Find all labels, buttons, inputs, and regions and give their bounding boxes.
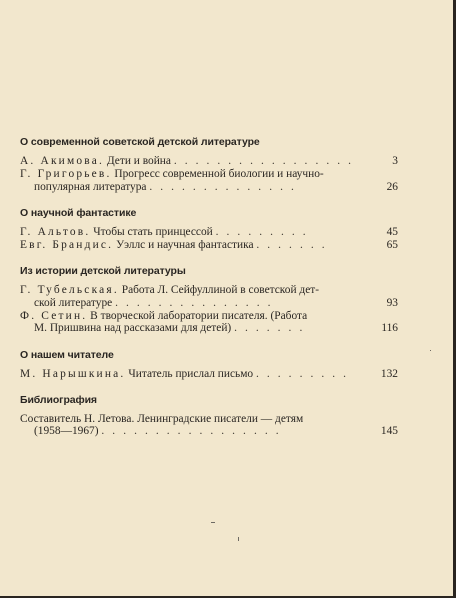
- dot-leader: . . . . . . . . . . . . . .: [149, 180, 297, 193]
- entry-title: Работа Л. Сейфуллиной в советской дет-: [121, 284, 320, 297]
- dot-leader: . . . . . . .: [234, 322, 305, 335]
- entry-title: Чтобы стать принцессой: [93, 225, 213, 238]
- toc-entry: [20, 226, 398, 238]
- entry-title-continued: популярная литература: [34, 180, 147, 193]
- entry-title-continued: (1958—1967): [34, 425, 99, 438]
- paper-speck: [211, 522, 215, 523]
- entry-page-number: 3: [392, 155, 398, 167]
- entry-page-number: 145: [380, 425, 398, 438]
- toc-entry: [20, 168, 398, 193]
- section-heading: О современной советской детской литературе: [20, 136, 260, 148]
- entry-page-number: 116: [381, 322, 398, 335]
- entry-page-number: 132: [380, 367, 398, 380]
- entry-author: А. Акимова.: [20, 155, 105, 167]
- section-heading: Из истории детской литературы: [20, 265, 186, 278]
- toc-section: [20, 206, 398, 252]
- dot-leader: . . . . . . . . . . . . . . . . .: [173, 155, 354, 167]
- entry-author: М. Нарышкина.: [20, 367, 126, 380]
- entry-title: Читатель прислал письмо: [128, 367, 254, 380]
- toc-entry: [20, 284, 398, 309]
- toc-section: [20, 264, 398, 334]
- dot-leader: . . . . . . . . .: [215, 225, 309, 238]
- entry-title: Дети и война: [106, 155, 171, 167]
- dot-leader: . . . . . . .: [256, 239, 328, 252]
- table-of-contents: [20, 135, 398, 451]
- entry-author: Составитель Н. Летова.: [20, 412, 135, 425]
- entry-page-number: 45: [386, 225, 398, 238]
- entry-title-continued: ской литературе: [34, 296, 113, 309]
- dot-leader: . . . . . . . . .: [255, 367, 349, 380]
- toc-entry: [20, 155, 398, 167]
- entry-author: Ф. Сетин.: [20, 310, 88, 323]
- entry-title: Прогресс современной биологии и научно-: [114, 168, 324, 181]
- dot-leader: . . . . . . . . . . . . . . .: [115, 296, 274, 309]
- entry-page-number: 26: [386, 180, 398, 193]
- paper-speck: [238, 537, 239, 541]
- toc-section: [20, 348, 398, 380]
- section-heading: О научной фантастике: [20, 206, 137, 219]
- entry-author: Г. Альтов.: [20, 225, 91, 238]
- entry-title: В творческой лаборатории писателя. (Работа: [90, 310, 308, 323]
- entry-title: Ленинградские писатели — детям: [137, 412, 304, 425]
- entry-author: Евг. Брандис.: [20, 239, 114, 252]
- entry-page-number: 65: [386, 239, 398, 252]
- entry-author: Г. Григорьев.: [20, 168, 112, 181]
- toc-entry: [20, 413, 398, 438]
- toc-section: [20, 393, 398, 438]
- toc-entry: [20, 368, 398, 380]
- toc-entry: [20, 310, 398, 335]
- toc-entry: [20, 239, 398, 251]
- dot-leader: . . . . . . . . . . . . . . . . .: [101, 425, 282, 438]
- entry-title: Уэллс и научная фантастика: [116, 239, 254, 252]
- entry-author: Г. Тубельская.: [20, 284, 119, 297]
- paper-speck: [430, 350, 431, 351]
- section-heading: О нашем читателе: [20, 348, 114, 361]
- toc-section: [20, 135, 398, 193]
- section-heading: Библиография: [20, 393, 97, 406]
- entry-title-continued: М. Пришвина над рассказами для детей): [34, 322, 232, 335]
- entry-page-number: 93: [386, 296, 398, 309]
